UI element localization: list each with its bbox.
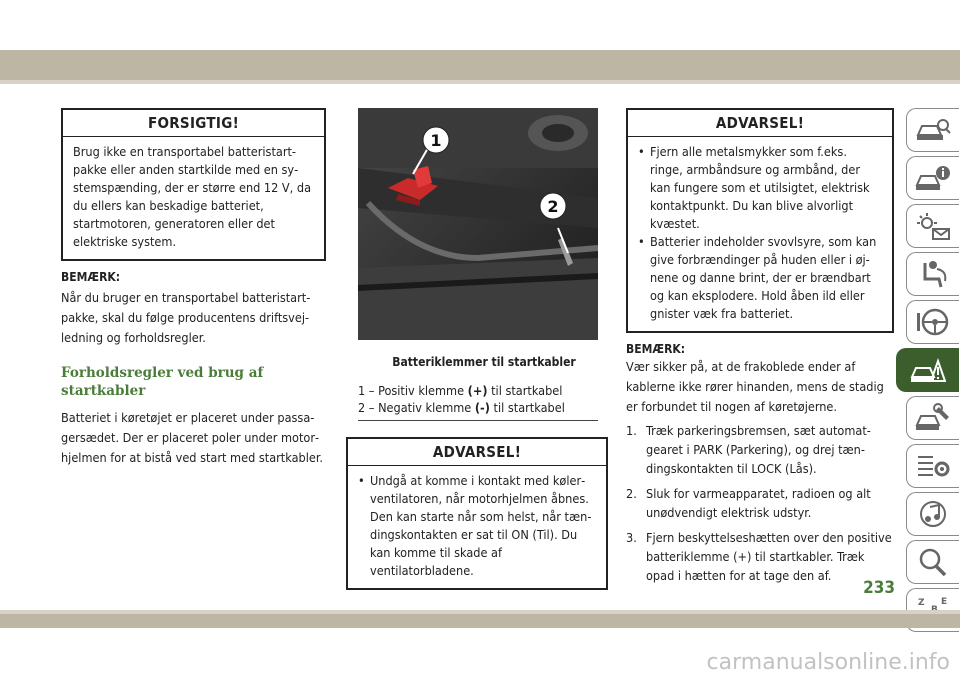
engine-bay-illustration — [358, 108, 598, 340]
callout-1: 1 — [430, 131, 442, 150]
tab-steering[interactable] — [906, 300, 959, 344]
fan-warning-column — [346, 437, 608, 590]
page-number: 233 — [863, 578, 895, 598]
warning-item-jewelry: • Fjern alle metalsmykker som f.eks. ringe, armbåndsure og armbånd, der kan fungere som et utilsigtet, elektrisk kontaktpunkt. Du kan blive alvorligt kvæstet. — [638, 143, 882, 233]
tab-car-info[interactable] — [906, 156, 959, 200]
callout-2: 2 — [547, 197, 559, 216]
tab-index-search[interactable] — [906, 540, 959, 584]
fan-warning-box — [346, 437, 608, 590]
multimedia-music-icon — [915, 499, 951, 529]
note-label-2: BEMÆRK: — [626, 342, 686, 356]
header-band-shadow — [0, 80, 960, 84]
specs-gear-icon — [915, 451, 951, 481]
warning-item-acid: • Batterier indeholder svovlsyre, som kan give forbrændinger på huden eller i øjnene og danne brint, der er brændbart og kan eksplodere. Hold åben ild eller gnister væk fra batteriet. — [638, 233, 882, 323]
note-label: BEMÆRK: — [61, 270, 121, 284]
svg-text:E: E — [941, 597, 948, 607]
legend-item-1: 1 – Positiv klemme (+) til startkabel — [358, 383, 563, 398]
fan-warning-title: ADVARSEL! — [348, 439, 606, 466]
car-breakdown-warning-icon — [910, 355, 946, 385]
tab-warning-lights[interactable] — [906, 204, 959, 248]
car-search-icon — [915, 115, 951, 145]
step-item: 3. Fjern beskyttelseshætten over den positive batteriklemme (+) til startkabler. Træk opad i hætten for at tage den af. — [626, 530, 892, 583]
note-text-2: Vær sikker på, at de frakoblede ender af kablerne ikke rører hinanden, mens de stadig er forbundet til nogen af køretøjerne. — [626, 359, 884, 414]
watermark: carmanualsonline.info — [706, 650, 950, 675]
left-column — [61, 108, 326, 468]
figure-legend — [358, 382, 610, 421]
tab-specifications[interactable] — [906, 444, 959, 488]
legend-divider — [358, 420, 598, 421]
tab-multimedia[interactable] — [906, 492, 959, 536]
step-item: 2. Sluk for varmeapparatet, radioen og alt unødvendigt elektrisk udstyr. — [626, 486, 871, 520]
procedure-steps — [626, 421, 894, 585]
car-info-icon — [915, 163, 951, 193]
right-column — [626, 108, 894, 591]
middle-column — [358, 108, 610, 421]
car-service-wrench-icon — [915, 403, 951, 433]
header-band — [0, 50, 960, 80]
index-search-icon — [915, 547, 951, 577]
section-heading: Forholdsregler ved brug af startkabler — [61, 365, 264, 399]
battery-terminals-photo — [358, 108, 598, 340]
note-text: Når du bruger en transportabel batteristartpakke, skal du følge producentens driftsvejledning og forholdsregler. — [61, 290, 311, 345]
tab-service[interactable] — [906, 396, 959, 440]
fan-warning-item: • Undgå at komme i kontakt med kølerventilatoren, når motorhjelmen åbnes. Den kan starte når som helst, når tændingskontakten er sat til ON (Til). Du kan komme til skade af ventilatorbladene. — [358, 472, 596, 580]
caution-text: Brug ikke en transportabel batteristartpakke eller anden startkilde med en systemspænding, der er større end 12 V, da du ellers kan beskadige batteriet, startmotoren, generatoren eller det elektriske system. — [73, 144, 312, 249]
section-text: Batteriet i køretøjet er placeret under passagersædet. Der er placeret poler under motorhjelmen for at bistå ved start med startkabler. — [61, 410, 323, 465]
legend-item-2: 2 – Negativ klemme (-) til startkabel — [358, 400, 565, 415]
chapter-tabs — [896, 108, 960, 636]
battery-warning-box — [626, 108, 894, 333]
battery-warning-title: ADVARSEL! — [628, 110, 892, 137]
figure-caption: Batteriklemmer til startkabler — [392, 355, 576, 369]
svg-text:Z: Z — [918, 598, 925, 608]
tab-seat-safety[interactable] — [906, 252, 959, 296]
tab-emergency[interactable] — [896, 348, 959, 392]
caution-box — [61, 108, 326, 261]
warning-lights-message-icon — [915, 211, 951, 241]
seat-airbag-icon — [915, 259, 951, 289]
steering-wheel-icon — [915, 307, 951, 337]
caution-title: FORSIGTIG! — [63, 110, 324, 137]
step-item: 1. Træk parkeringsbremsen, sæt automatgearet i PARK (Parkering), og drej tændingskontakten til LOCK (Lås). — [626, 423, 871, 476]
footer-band — [0, 614, 960, 628]
tab-car-search[interactable] — [906, 108, 959, 152]
